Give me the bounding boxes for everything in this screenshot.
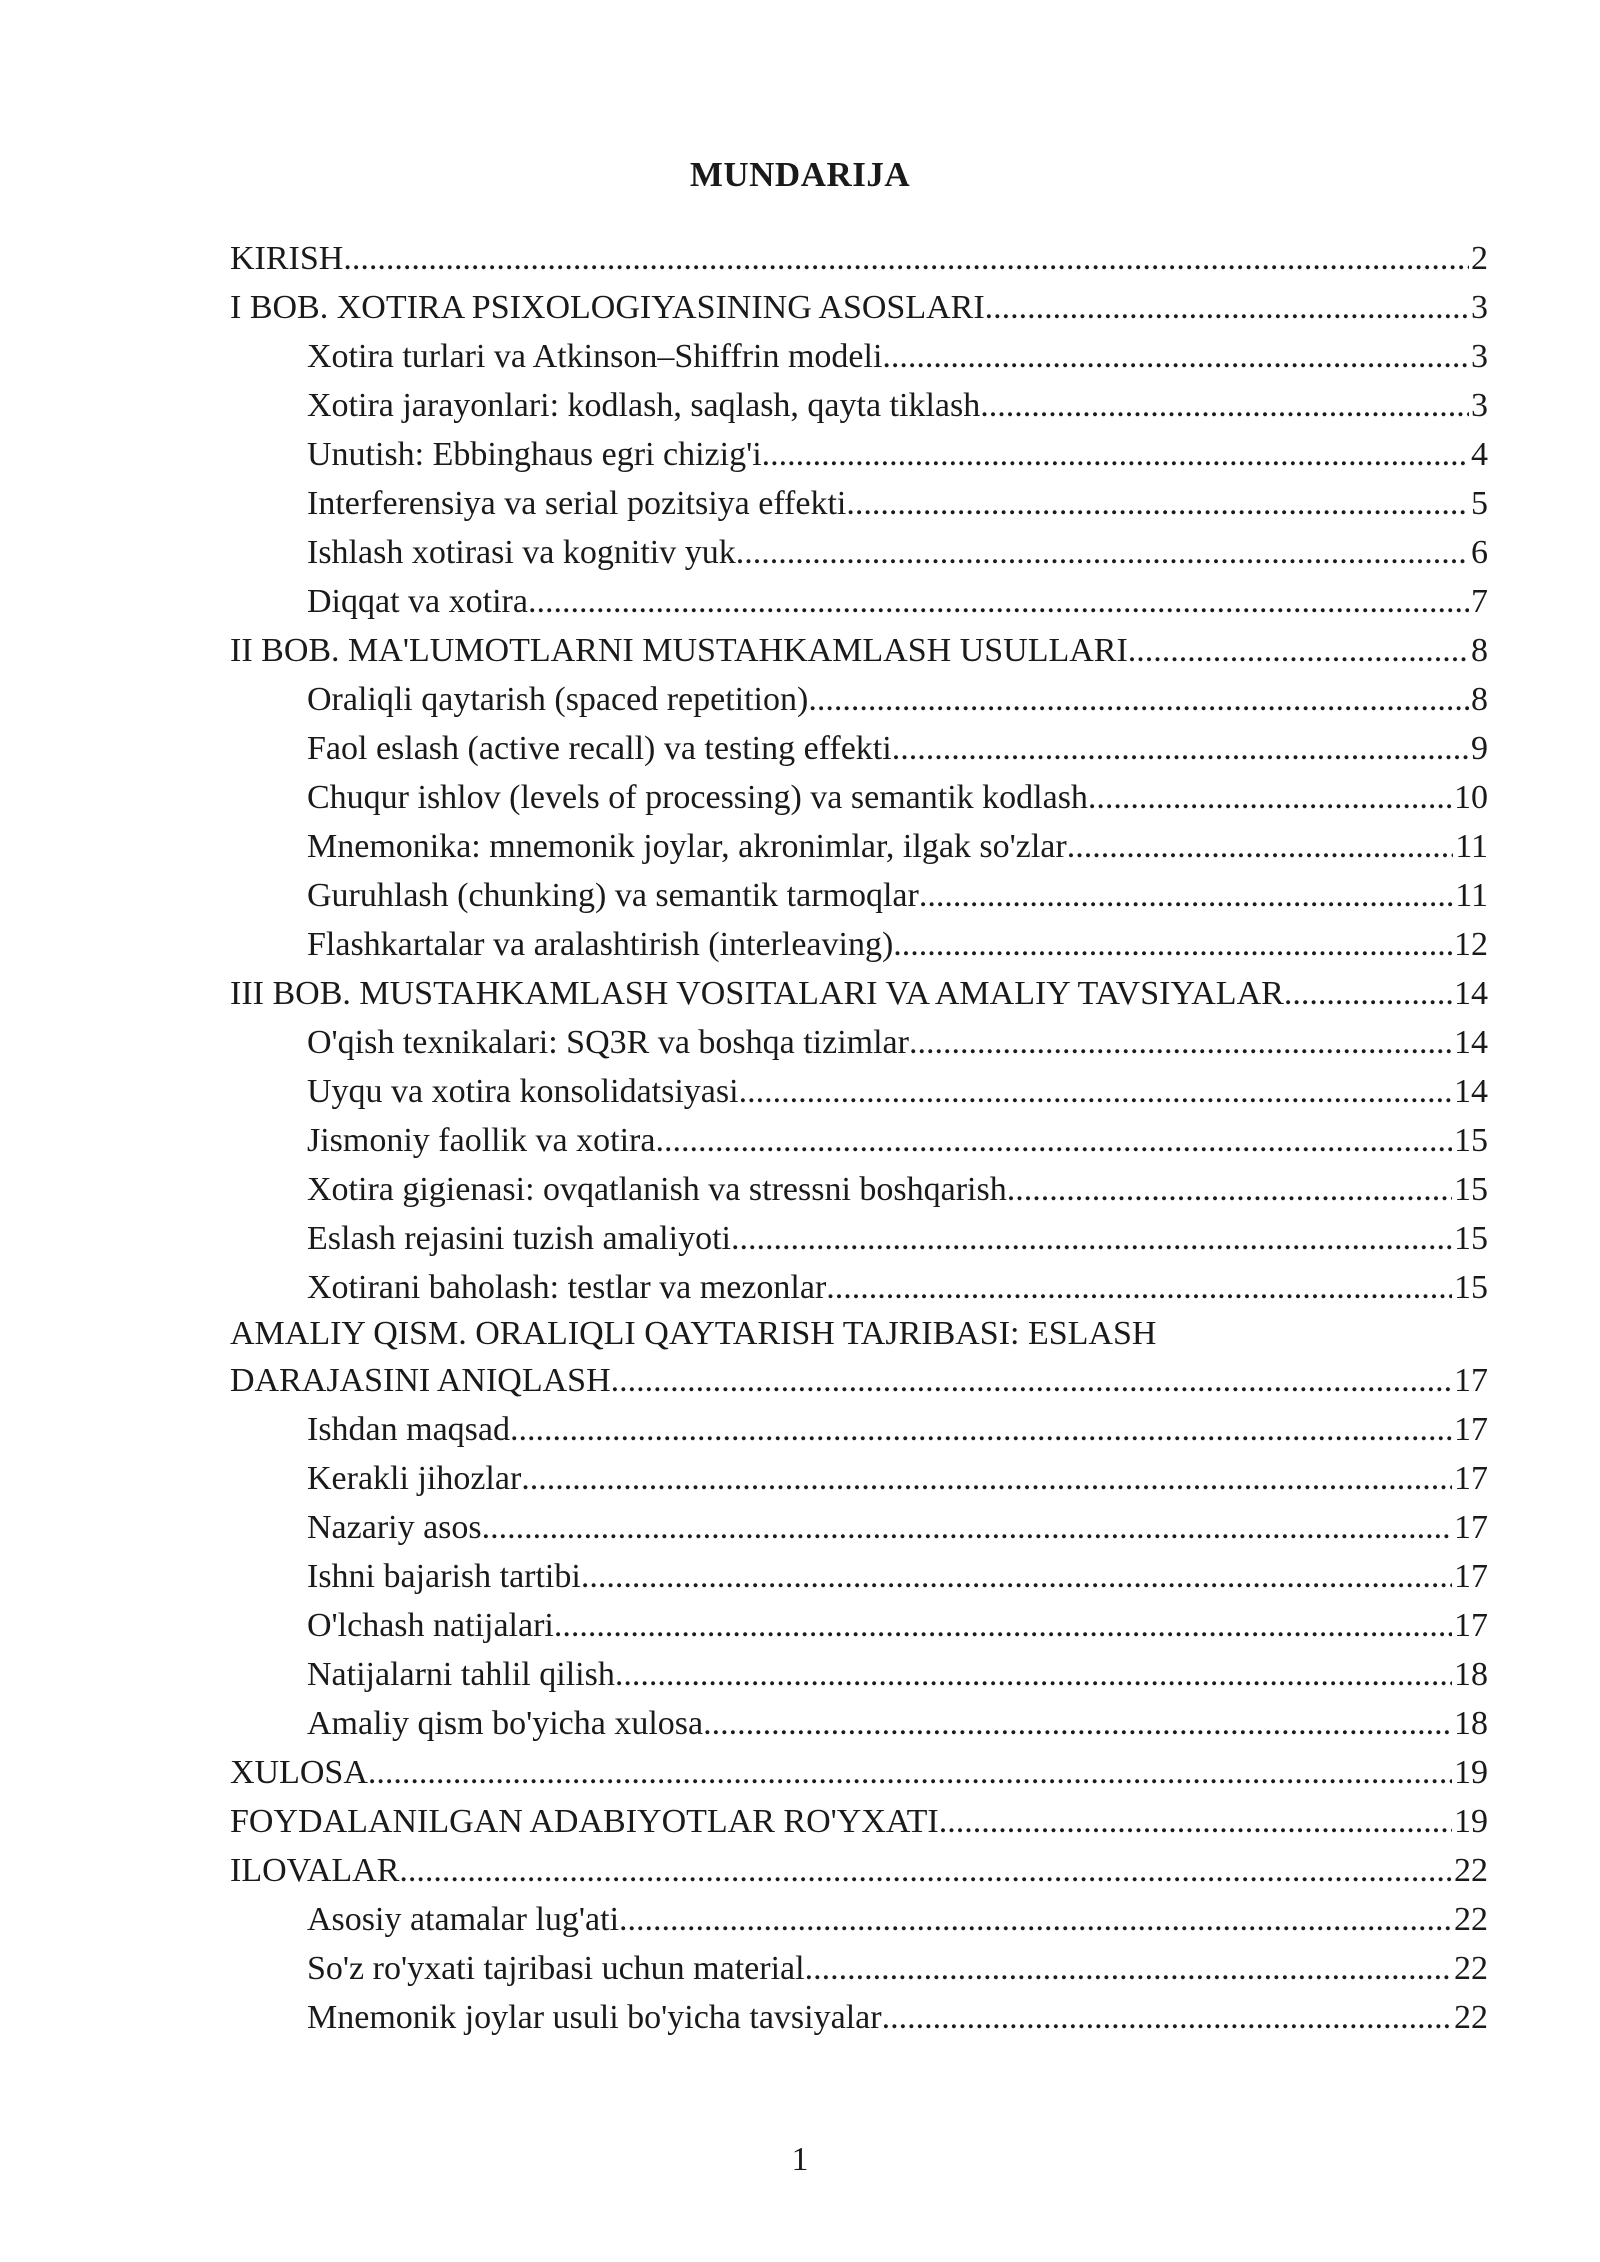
- toc-chapter-entry: [230, 234, 1488, 283]
- dot-leader: [805, 1944, 1452, 1993]
- toc-section-entry: [230, 1552, 1488, 1601]
- toc-entry-page: 5: [1471, 485, 1488, 522]
- toc-chapter-entry: [230, 1312, 1488, 1405]
- toc-entry-label: Ishdan maqsad: [307, 1411, 511, 1448]
- toc-entry-page: 3: [1471, 387, 1488, 424]
- toc-entry-page: 8: [1471, 632, 1488, 669]
- toc-section-entry: [230, 577, 1488, 626]
- toc-entry-page: 3: [1471, 289, 1488, 326]
- dot-leader: [510, 1405, 1452, 1454]
- toc-entry-label: KIRISH: [230, 240, 344, 277]
- toc-entry-label: Mnemonika: mnemonik joylar, akronimlar, ilgak so'zlar: [307, 828, 1067, 865]
- toc-entry-page: 14: [1454, 975, 1488, 1012]
- toc-entry-page: 8: [1471, 681, 1488, 718]
- dot-leader: [368, 1748, 1452, 1797]
- toc-entry-page: 17: [1454, 1509, 1488, 1546]
- dot-leader: [826, 1263, 1452, 1312]
- toc-entry-page: 11: [1455, 877, 1488, 914]
- dot-leader: [528, 577, 1469, 626]
- toc-chapter-entry: [230, 1797, 1488, 1846]
- toc-section-entry: [230, 381, 1488, 430]
- toc-entry-page: 19: [1454, 1803, 1488, 1840]
- toc-entry-page: 15: [1454, 1269, 1488, 1306]
- toc-entry-label: Ishlash xotirasi va kognitiv yuk: [307, 534, 736, 571]
- toc-section-entry: [230, 1454, 1488, 1503]
- toc-entry-label: So'z ro'yxati tajribasi uchun material: [307, 1950, 805, 1987]
- toc-entry-page: 2: [1471, 240, 1488, 277]
- toc-entry-page: 14: [1454, 1073, 1488, 1110]
- dot-leader: [919, 871, 1453, 920]
- toc-entry-line: [230, 1356, 1488, 1405]
- toc-entry-page: 17: [1454, 1558, 1488, 1595]
- toc-section-entry: [230, 1214, 1488, 1263]
- dot-leader: [985, 283, 1469, 332]
- toc-section-entry: [230, 1993, 1488, 2042]
- toc-section-entry: [230, 430, 1488, 479]
- dot-leader: [1284, 969, 1452, 1018]
- dot-leader: [615, 1650, 1452, 1699]
- toc-section-entry: [230, 1067, 1488, 1116]
- toc-entry-page: 4: [1471, 436, 1488, 473]
- dot-leader: [611, 1356, 1452, 1405]
- toc-entry-label: Kerakli jihozlar: [307, 1460, 522, 1497]
- dot-leader: [1067, 822, 1454, 871]
- toc-entry-label: Guruhlash (chunking) va semantik tarmoqlar: [307, 877, 919, 914]
- dot-leader: [581, 1552, 1452, 1601]
- toc-entry-label: Faol eslash (active recall) va testing effekti: [307, 730, 892, 767]
- toc-section-entry: [230, 332, 1488, 381]
- toc-section-entry: [230, 1165, 1488, 1214]
- toc-entry-page: 22: [1454, 1999, 1488, 2036]
- dot-leader: [808, 675, 1469, 724]
- toc-entry-page: 15: [1454, 1122, 1488, 1159]
- toc-section-entry: [230, 528, 1488, 577]
- dot-leader: [399, 1846, 1452, 1895]
- dot-leader: [703, 1699, 1452, 1748]
- dot-leader: [939, 1797, 1452, 1846]
- toc-entry-label: Uyqu va xotira konsolidatsiyasi: [307, 1073, 739, 1110]
- toc-entry-label: O'qish texnikalari: SQ3R va boshqa tizimlar: [307, 1024, 909, 1061]
- toc-entry-page: 17: [1454, 1460, 1488, 1497]
- toc-entry-label: O'lchash natijalari: [307, 1607, 554, 1644]
- page-number: 1: [791, 2141, 809, 2178]
- table-of-contents: [230, 234, 1488, 2042]
- toc-chapter-entry: [230, 1846, 1488, 1895]
- dot-leader: [521, 1454, 1452, 1503]
- toc-entry-page: 17: [1454, 1607, 1488, 1644]
- toc-entry-label: ILOVALAR: [230, 1852, 400, 1889]
- toc-entry-label: Diqqat va xotira: [307, 583, 528, 620]
- toc-chapter-entry: [230, 1748, 1488, 1797]
- toc-section-entry: [230, 1263, 1488, 1312]
- dot-leader: [736, 528, 1469, 577]
- toc-entry-label: Asosiy atamalar lug'ati: [307, 1901, 620, 1938]
- toc-entry-label: Amaliy qism bo'yicha xulosa: [307, 1705, 704, 1742]
- toc-entry-label: Mnemonik joylar usuli bo'yicha tavsiyalar: [307, 1999, 882, 2036]
- dot-leader: [731, 1214, 1452, 1263]
- toc-entry-page: 18: [1454, 1656, 1488, 1693]
- toc-entry-page: 3: [1471, 338, 1488, 375]
- toc-section-entry: [230, 1503, 1488, 1552]
- toc-section-entry: [230, 1116, 1488, 1165]
- toc-chapter-entry: [230, 283, 1488, 332]
- dot-leader: [655, 1116, 1452, 1165]
- toc-entry-page: 17: [1454, 1411, 1488, 1448]
- toc-entry-label: Eslash rejasini tuzish amaliyoti: [307, 1220, 731, 1257]
- toc-entry-page: 15: [1454, 1171, 1488, 1208]
- toc-entry-page: 15: [1454, 1220, 1488, 1257]
- toc-entry-page: 11: [1455, 828, 1488, 865]
- toc-entry-label: Nazariy asos: [307, 1509, 482, 1546]
- toc-entry-page: 6: [1471, 534, 1488, 571]
- toc-entry-page: 7: [1471, 583, 1488, 620]
- toc-section-entry: [230, 479, 1488, 528]
- toc-section-entry: [230, 675, 1488, 724]
- toc-entry-page: 18: [1454, 1705, 1488, 1742]
- toc-section-entry: [230, 1895, 1488, 1944]
- toc-entry-label: Xotira turlari va Atkinson–Shiffrin modeli: [307, 338, 883, 375]
- toc-entry-label: FOYDALANILGAN ADABIYOTLAR RO'YXATI: [230, 1803, 939, 1840]
- dot-leader: [846, 479, 1469, 528]
- toc-entry-label: Jismoniy faollik va xotira: [307, 1122, 656, 1159]
- toc-entry-label: Unutish: Ebbinghaus egri chizig'i: [307, 436, 762, 473]
- dot-leader: [882, 1993, 1452, 2042]
- dot-leader: [1088, 773, 1452, 822]
- dot-leader: [893, 920, 1452, 969]
- dot-leader: [762, 430, 1469, 479]
- toc-entry-label: III BOB. MUSTAHKAMLASH VOSITALARI VA AMALIY TAVSIYALAR: [230, 975, 1284, 1012]
- toc-entry-page: 22: [1454, 1901, 1488, 1938]
- toc-section-entry: [230, 1650, 1488, 1699]
- toc-entry-label: Xotira jarayonlari: kodlash, saqlash, qayta tiklash: [307, 387, 981, 424]
- dot-leader: [1007, 1165, 1452, 1214]
- toc-entry-label: Oraliqli qaytarish (spaced repetition): [307, 681, 809, 718]
- toc-section-entry: [230, 871, 1488, 920]
- toc-chapter-entry: [230, 969, 1488, 1018]
- toc-section-entry: [230, 920, 1488, 969]
- dot-leader: [619, 1895, 1452, 1944]
- toc-entry-label: I BOB. XOTIRA PSIXOLOGIYASINING ASOSLARI: [230, 289, 985, 326]
- dot-leader: [739, 1067, 1452, 1116]
- dot-leader: [1128, 626, 1469, 675]
- toc-entry-label: Ishni bajarish tartibi: [307, 1558, 581, 1595]
- dot-leader: [882, 332, 1469, 381]
- toc-section-entry: [230, 822, 1488, 871]
- toc-entry-page: 14: [1454, 1024, 1488, 1061]
- dot-leader: [343, 234, 1469, 283]
- toc-section-entry: [230, 724, 1488, 773]
- dot-leader: [980, 381, 1469, 430]
- toc-entry-label: Xotira gigienasi: ovqatlanish va stressni boshqarish: [307, 1171, 1007, 1208]
- toc-chapter-entry: [230, 626, 1488, 675]
- toc-entry-page: 22: [1454, 1950, 1488, 1987]
- toc-entry-page: 9: [1471, 730, 1488, 767]
- toc-entry-label: XULOSA: [230, 1754, 368, 1791]
- toc-entry-page: 19: [1454, 1754, 1488, 1791]
- toc-entry-page: 12: [1454, 926, 1488, 963]
- toc-entry-label: Natijalarni tahlil qilish: [307, 1656, 615, 1693]
- toc-entry-label: AMALIY QISM. ORALIQLI QAYTARISH TAJRIBASI: ESLASH: [230, 1315, 1157, 1352]
- toc-entry-label: II BOB. MA'LUMOTLARNI MUSTAHKAMLASH USULLARI: [230, 632, 1128, 669]
- dot-leader: [482, 1503, 1452, 1552]
- toc-entry-page: 17: [1454, 1362, 1488, 1399]
- dot-leader: [909, 1018, 1452, 1067]
- toc-section-entry: [230, 773, 1488, 822]
- toc-entry-page: 22: [1454, 1852, 1488, 1889]
- toc-section-entry: [230, 1405, 1488, 1454]
- toc-entry-label: Xotirani baholash: testlar va mezonlar: [307, 1269, 827, 1306]
- toc-entry-label: Flashkartalar va aralashtirish (interleaving): [307, 926, 894, 963]
- page-title: MUNDARIJA: [689, 155, 911, 194]
- toc-entry-page: 10: [1454, 779, 1488, 816]
- toc-section-entry: [230, 1601, 1488, 1650]
- toc-entry-label-continued: DARAJASINI ANIQLASH: [230, 1362, 611, 1399]
- toc-entry-label: Interferensiya va serial pozitsiya effekti: [307, 485, 847, 522]
- toc-section-entry: [230, 1018, 1488, 1067]
- dot-leader: [554, 1601, 1452, 1650]
- toc-entry-label: Chuqur ishlov (levels of processing) va semantik kodlash: [307, 779, 1088, 816]
- toc-section-entry: [230, 1944, 1488, 1993]
- toc-section-entry: [230, 1699, 1488, 1748]
- dot-leader: [892, 724, 1469, 773]
